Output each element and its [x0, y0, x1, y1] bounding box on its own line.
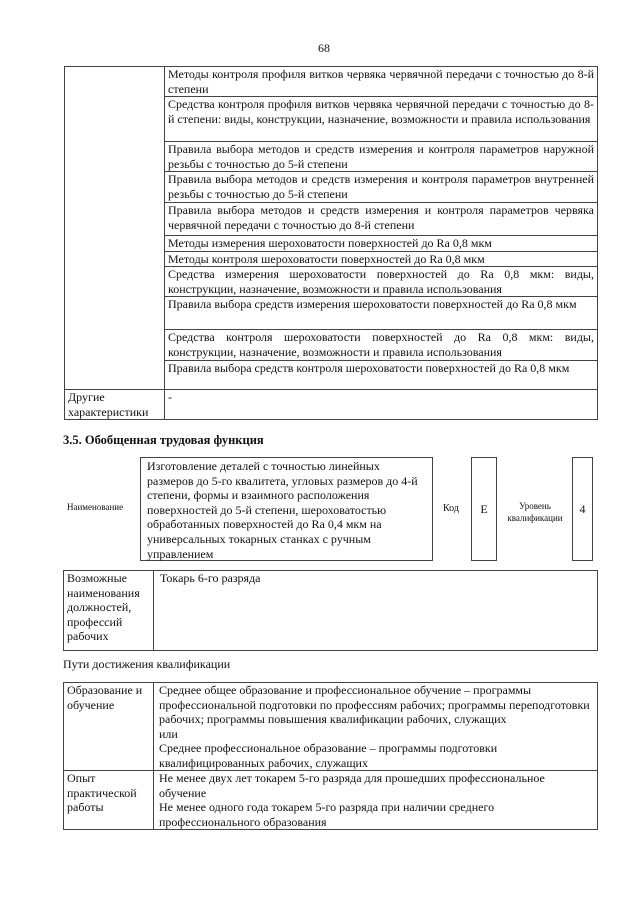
path-value	[154, 771, 598, 830]
other-label: Другие характеристики	[65, 390, 165, 420]
knowledge-item: Средства контроля шероховатости поверхностей до Ra 0,8 мкм: виды, конструкции, назначение, возможности и правила использования	[165, 330, 598, 361]
section-heading: 3.5. Обобщенная трудовая функция	[63, 433, 264, 447]
level-label: Уровень квалификации	[507, 501, 563, 523]
paths-title: Пути достижения квалификации	[63, 657, 231, 671]
page-number: 68	[318, 41, 330, 55]
table-row	[64, 683, 598, 771]
name-value: Изготовление деталей с точностью линейных размеров до 5-го квалитета, угловых размеров до 4-й степени, формы и взаимного расположения поверхностей до 5-й степени, шероховатостью обработанных поверхностей до Ra 0,4 мкм на универсальных токарных станках с ручным управлением	[140, 457, 433, 561]
path-line: Среднее профессиональное образование – программы подготовки квалифицированных рабочих, служащих	[159, 741, 498, 770]
knowledge-item: Правила выбора методов и средств измерения и контроля параметров червяка червячной передачи с точностью до 8-й степени	[165, 203, 598, 236]
name-label: Наименование	[67, 502, 124, 512]
paths-table	[63, 682, 598, 830]
knowledge-item: Правила выбора методов и средств измерения и контроля параметров наружной резьбы с точностью до 5-й степени	[165, 142, 598, 172]
path-line: Среднее общее образование и профессиональное обучение – программы профессиональной подготовки по профессиям рабочих; программы переподготовки рабочих; программы повышения квалификации рабочих, служащих	[159, 683, 590, 726]
path-line: или	[159, 726, 178, 741]
code-value: E	[471, 457, 497, 561]
table-row	[64, 771, 598, 830]
path-label: Образование и обучение	[64, 683, 154, 771]
empty-label-cell	[65, 67, 165, 390]
knowledge-item: Правила выбора средств измерения шероховатости поверхностей до Ra 0,8 мкм	[165, 297, 598, 330]
knowledge-item: Методы измерения шероховатости поверхностей до Ra 0,8 мкм	[165, 236, 598, 252]
level-value: 4	[572, 457, 593, 561]
knowledge-table	[64, 66, 598, 420]
path-line: Не менее одного года токарем 5-го разряда при наличии среднего профессионального образования	[159, 800, 495, 829]
positions-label: Возможные наименования должностей, профессий рабочих	[64, 571, 154, 651]
positions-table	[63, 570, 598, 651]
path-value	[154, 683, 598, 771]
table-row	[65, 67, 598, 97]
code-label: Код	[443, 503, 459, 514]
knowledge-item: Средства измерения шероховатости поверхностей до Ra 0,8 мкм: виды, конструкции, назначение, возможности и правила использования	[165, 267, 598, 297]
knowledge-item: Правила выбора средств контроля шероховатости поверхностей до Ra 0,8 мкм	[165, 361, 598, 390]
knowledge-item: Методы контроля шероховатости поверхностей до Ra 0,8 мкм	[165, 251, 598, 267]
knowledge-item: Правила выбора методов и средств измерения и контроля параметров внутренней резьбы с точностью до 5-й степени	[165, 172, 598, 203]
path-line: Не менее двух лет токарем 5-го разряда для прошедших профессиональное обучение	[159, 771, 545, 800]
other-value: -	[165, 390, 598, 420]
positions-value: Токарь 6-го разряда	[154, 571, 598, 651]
knowledge-item: Средства контроля профиля витков червяка червячной передачи с точностью до 8-й степени: виды, конструкции, назначение, возможности и правила использования	[165, 97, 598, 142]
knowledge-item: Методы контроля профиля витков червяка червячной передачи с точностью до 8-й степени	[165, 67, 598, 97]
table-row	[65, 390, 598, 420]
path-label: Опыт практической работы	[64, 771, 154, 830]
